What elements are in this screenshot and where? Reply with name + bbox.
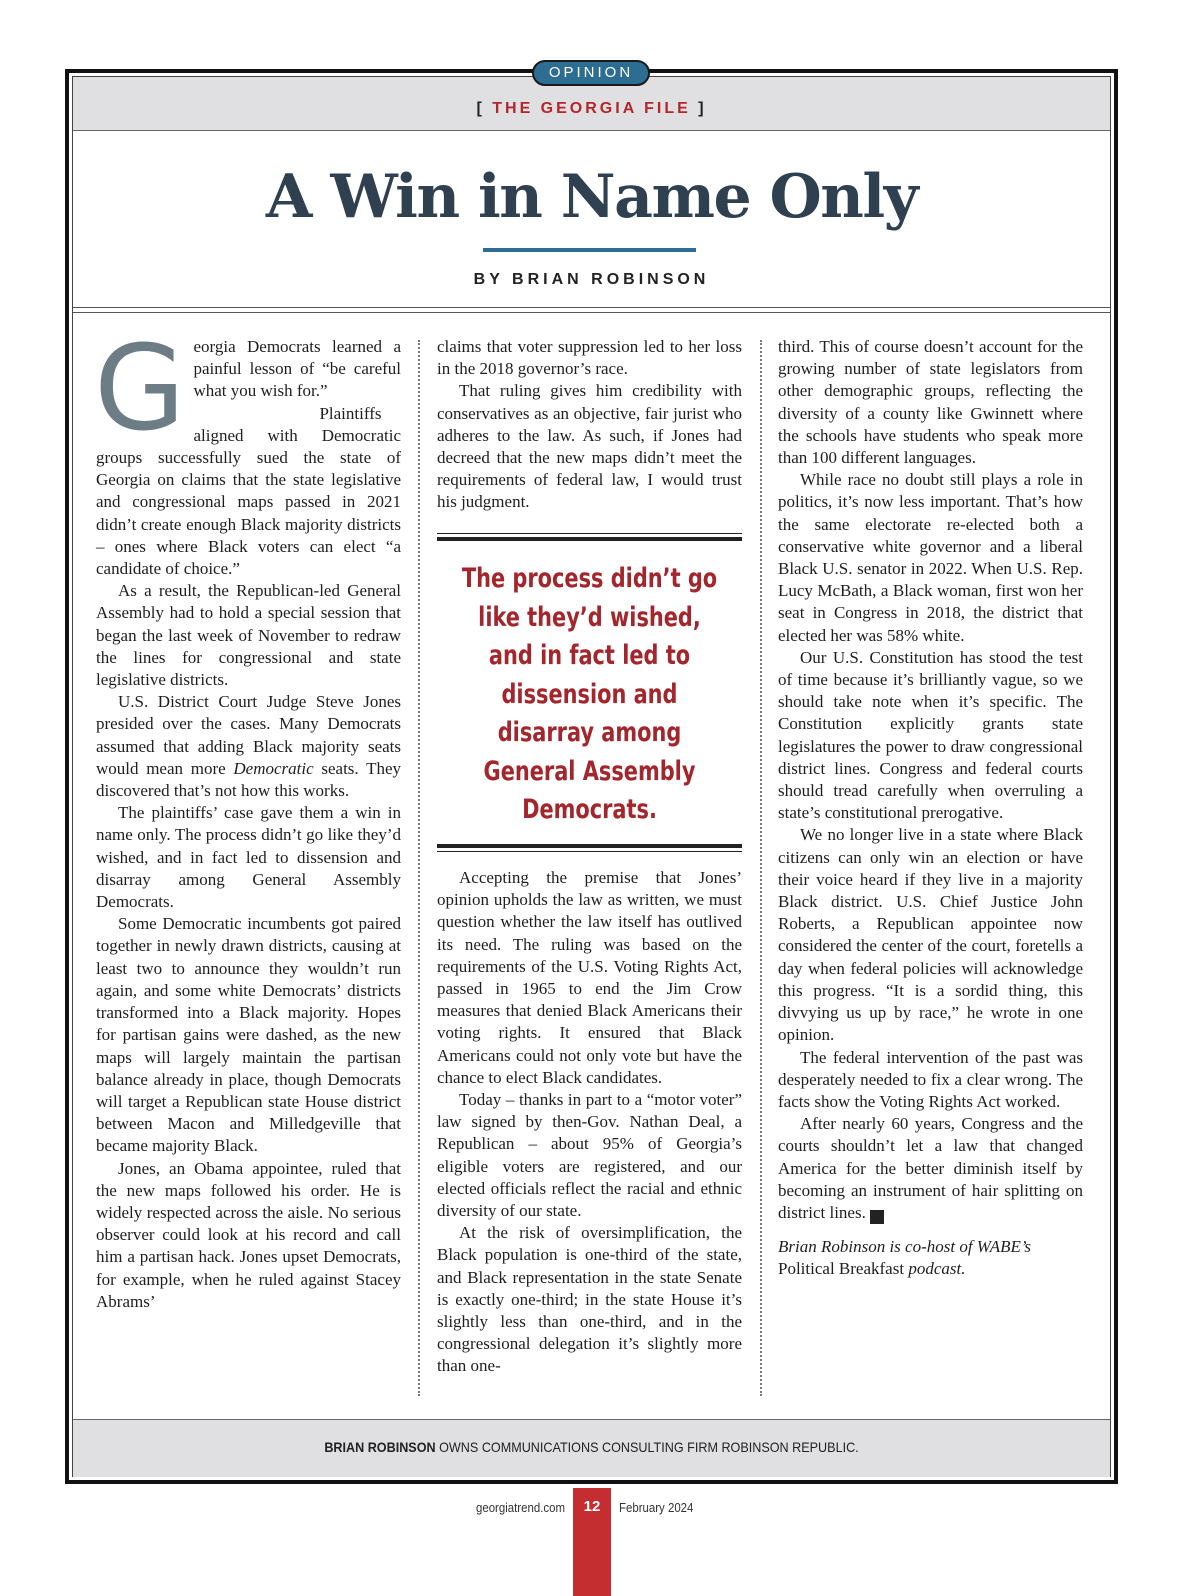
paragraph [94, 319, 401, 457]
article-column-2-top [437, 336, 742, 514]
paragraph [778, 1113, 1083, 1224]
page-number: 12 [573, 1488, 611, 1596]
footer-site: georgiatrend.com [475, 1500, 565, 1515]
paragraph: That ruling gives him credibility with conservatives as an objective, fair jurist who adheres to the law. As such, if Jones had decreed that the new maps didn’t meet the requirements of federal law, I would trust his judgment. [437, 381, 742, 512]
article-column-1 [94, 319, 402, 1313]
header-rule [73, 307, 1110, 308]
footer-date: February 2024 [619, 1500, 694, 1515]
paragraph: As a result, the Republican-led General Assembly had to hold a special session that began the last week of November to redraw the lines for congressional and state legislative districts. [96, 581, 401, 690]
paragraph: Our U.S. Constitution has stood the test of time because it’s brilliantly vague, so we should take note when it’s specific. The Constitution explicitly grants state legislatures the power to draw congressional district lines. Congress and federal courts should tread carefully when overruling a state’s constitutional prerogative. [778, 647, 1083, 823]
end-mark-icon: GT [870, 1210, 884, 1224]
author-bio-name: BRIAN ROBINSON [324, 1439, 436, 1455]
paragraph: claims that voter suppression led to her loss in the 2018 governor’s race. [437, 337, 742, 379]
byline: BY BRIAN ROBINSON [473, 271, 710, 288]
paragraph: The federal intervention of the past was desperately needed to fix a clear wrong. The facts show the Voting Rights Act worked. [778, 1047, 1083, 1111]
author-note-show: Political Breakfast [778, 1259, 905, 1279]
paragraph [96, 691, 401, 802]
paragraph-text: seats. They discovered that’s not how this works. [96, 758, 402, 801]
paragraph: Some Democratic incumbents got paired together in newly drawn districts, causing at least two to announce they wouldn’t run again, and some white Democrats’ districts transformed into a Black majority. Hopes for partisan gains were dashed, as the new maps will largely maintain the partisan balance already in place, though Democrats will target a Republican state House district between Macon and Milledgeville that became majority Black. [96, 914, 401, 1156]
section-label: OPINION [532, 60, 650, 86]
header-rule [73, 312, 1110, 313]
kicker [73, 100, 1110, 118]
pull-quote: The process didn’t go like they’d wished, and in fact led to dissension and disarray among General Assembly Democrats. [461, 563, 718, 825]
column-divider [760, 340, 762, 1396]
kicker-text: THE GEORGIA FILE [492, 100, 691, 117]
emphasis: Democratic [233, 758, 314, 778]
paragraph: The plaintiffs’ case gave them a win in name only. The process didn’t go like they’d wished, and in fact led to dissension and disarray among General Assembly Democrats. [96, 803, 401, 912]
kicker-bracket-open: [ [476, 100, 485, 117]
paragraph-text: U.S. District Court Judge Steve Jones presided over the cases. Many Democrats assumed that adding Black majority seats would mean more [96, 692, 401, 778]
paragraph: Today – thanks in part to a “motor voter” law signed by then-Gov. Nathan Deal, a Republican – about 95% of Georgia’s eligible voters are registered, and our elected officials reflect the racial and ethnic diversity of our state. [437, 1090, 742, 1221]
kicker-bracket-close: ] [698, 100, 707, 117]
paragraph: Plaintiffs aligned with Democratic groups successfully sued the state of Georgia on claims that the state legislative and congressional maps passed in 2021 didn’t create enough Black majority districts – ones where Black voters can elect “a candidate of choice.” [96, 403, 401, 579]
paragraph: third. This of course doesn’t account for the growing number of state legislators from other demographic groups, reflecting the diversity of a county like Gwinnett where the schools have students who speak more than 100 different languages. [778, 337, 1083, 468]
author-note-text: Brian Robinson is co-host of WABE’s [778, 1237, 1032, 1257]
article-column-3 [778, 336, 1083, 1281]
pullquote-rule-top [437, 530, 742, 541]
author-bio-text: OWNS COMMUNICATIONS CONSULTING FIRM ROBINSON REPUBLIC. [439, 1439, 859, 1455]
author-note-text: podcast. [908, 1259, 966, 1279]
paragraph: While race no doubt still plays a role in politics, it’s now less important. That’s how the same electorate re-elected both a conservative white governor and a liberal Black U.S. senator in 2022. When U.S. Rep. Lucy McBath, a Black woman, first won her seat in Congress in 2018, the district that elected her was 58% white. [778, 470, 1083, 645]
paragraph: Accepting the premise that Jones’ opinion upholds the law as written, we must question whether the law itself has outlived its need. The ruling was based on the requirements of the U.S. Voting Rights Act, passed in 1965 to end the Jim Crow measures that denied Black Americans their voting rights. It ensured that Black Americans could not only vote but have the chance to elect Black candidates. [437, 868, 742, 1087]
paragraph-text: After nearly 60 years, Congress and the courts shouldn’t let a law that changed America for the better diminish itself by becoming an instrument of hair splitting on district lines. [778, 1114, 1083, 1222]
headline: A Win in Name Only [265, 162, 918, 232]
author-bio [125, 1439, 1058, 1455]
paragraph: We no longer live in a state where Black citizens can only win an election or have their voice heard if they live in a majority Black district. U.S. Chief Justice John Roberts, a Republican appointee now considered the center of the court, foretells a day when federal policies will acknowledge this progress. “It is a sordid thing, this divvying us up by race,” he wrote in one opinion. [778, 825, 1083, 1045]
article-column-2-bottom [437, 867, 742, 1378]
paragraph: At the risk of oversimplification, the Black population is one-third of the state, and Black representation in the state Senate is exactly one-third; in the state House it’s slightly less than one-third, and in the congressional delegation it’s slightly more than one- [437, 1223, 742, 1376]
pullquote-rule-bottom [437, 844, 742, 852]
drop-cap: G [94, 319, 186, 457]
paragraph-text: eorgia Democrats learned a painful lesson of “be careful what you wish for.” [193, 337, 401, 401]
headline-underline [483, 248, 696, 252]
column-divider [418, 340, 420, 1396]
author-note [778, 1236, 1083, 1280]
paragraph: Jones, an Obama appointee, ruled that the new maps followed his order. He is widely respected across the aisle. No serious observer could look at his record and call him a partisan hack. Jones upset Democrats, for example, when he ruled against Stacey Abrams’ [96, 1158, 401, 1311]
